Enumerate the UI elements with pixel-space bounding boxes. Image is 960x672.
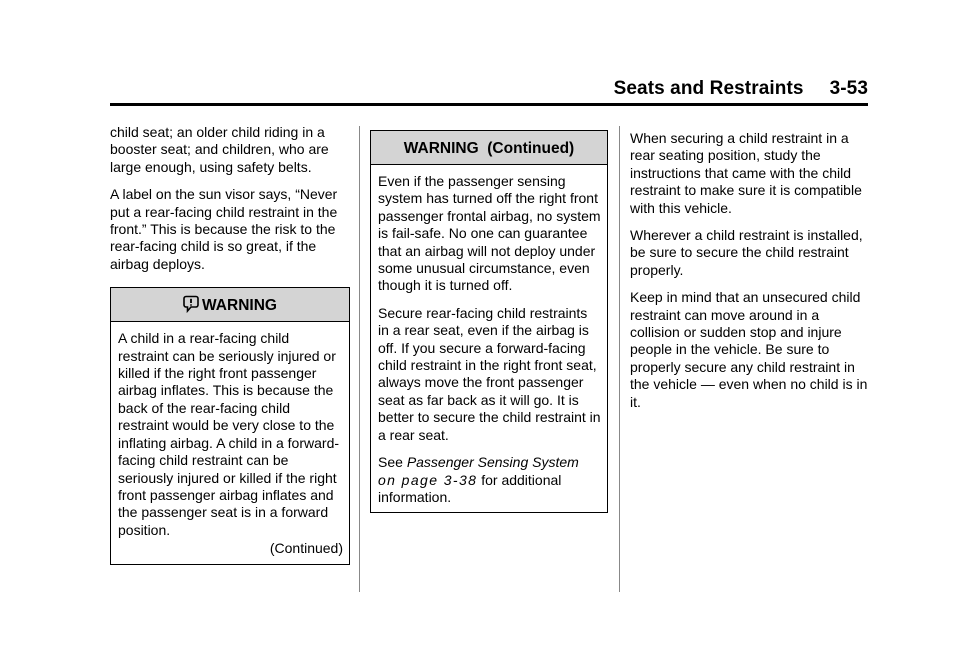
warning-body: [111, 322, 349, 563]
paragraph-unsecured-restraint: Keep in mind that an unsecured child restraint can move around in a collision or sudden stop and injure people in the vehicle. Be sure to properly secure any child restraint in the vehicle — even when no child is in it.: [630, 289, 868, 410]
cross-reference-link[interactable]: Passenger Sensing System on page 3-38: [378, 454, 579, 488]
paragraph-child-seat: child seat; an older child riding in a booster seat; and children, who are large enough, using safety belts.: [110, 124, 329, 175]
warning-continued-header: [371, 131, 607, 165]
paragraph-rear-seating: When securing a child restraint in a rear seating position, study the instructions that came with the child restraint to make sure it is compatible with this vehicle.: [630, 130, 862, 216]
warning-continued-body: [371, 165, 607, 512]
warning-text-sensing-system: Even if the passenger sensing system has turned off the right front passenger frontal airbag, no system is fail-safe. No one can guarantee that an airbag will not deploy under some unusual circumstance, even though it is turned off.: [378, 173, 601, 294]
section-title: Seats and Restraints: [613, 78, 804, 99]
page-number: 3-53: [829, 78, 868, 99]
column-2: [370, 130, 608, 513]
warning-text: A child in a rear-facing child restraint can be seriously injured or killed if the right front passenger airbag inflates. This is because the back of the rear-facing child restraint would be very close to the inflating airbag. A child in a forward-facing child restraint can be seriously injured or killed if the right front passenger airbag inflates and the passenger seat is in a forward position.: [118, 330, 340, 538]
cross-reference: See Passenger Sensing System on page 3-38 for additional information.: [378, 454, 579, 505]
page-header: [614, 78, 868, 100]
warning-title: WARNING: [202, 297, 277, 315]
warning-continued-title: WARNING (Continued): [403, 140, 575, 157]
column-1: [110, 124, 350, 565]
paragraph-secure-properly: Wherever a child restraint is installed, be sure to secure the child restraint properly.: [630, 227, 863, 278]
column-divider-2: [619, 126, 620, 592]
warning-header: [111, 288, 349, 322]
column-3: [630, 130, 870, 421]
paragraph-sun-visor-label: A label on the sun visor says, “Never put a rear-facing child restraint in the front.” This is because the risk to the rear-facing child is so great, if the airbag deploys.: [110, 186, 338, 272]
warning-box: [110, 287, 350, 564]
warning-continued-box: [370, 130, 608, 513]
continued-label: (Continued): [269, 540, 343, 557]
column-divider-1: [359, 126, 360, 592]
header-rule: [110, 103, 868, 106]
warning-text-secure-rear: Secure rear-facing child restraints in a rear seat, even if the airbag is off. If you secure a forward-facing child restraint in the right front seat, always move the front passenger seat as far back as it will go. It is better to secure the child restraint in a rear seat.: [378, 304, 601, 443]
warning-speech-bubble-icon: [183, 291, 199, 326]
